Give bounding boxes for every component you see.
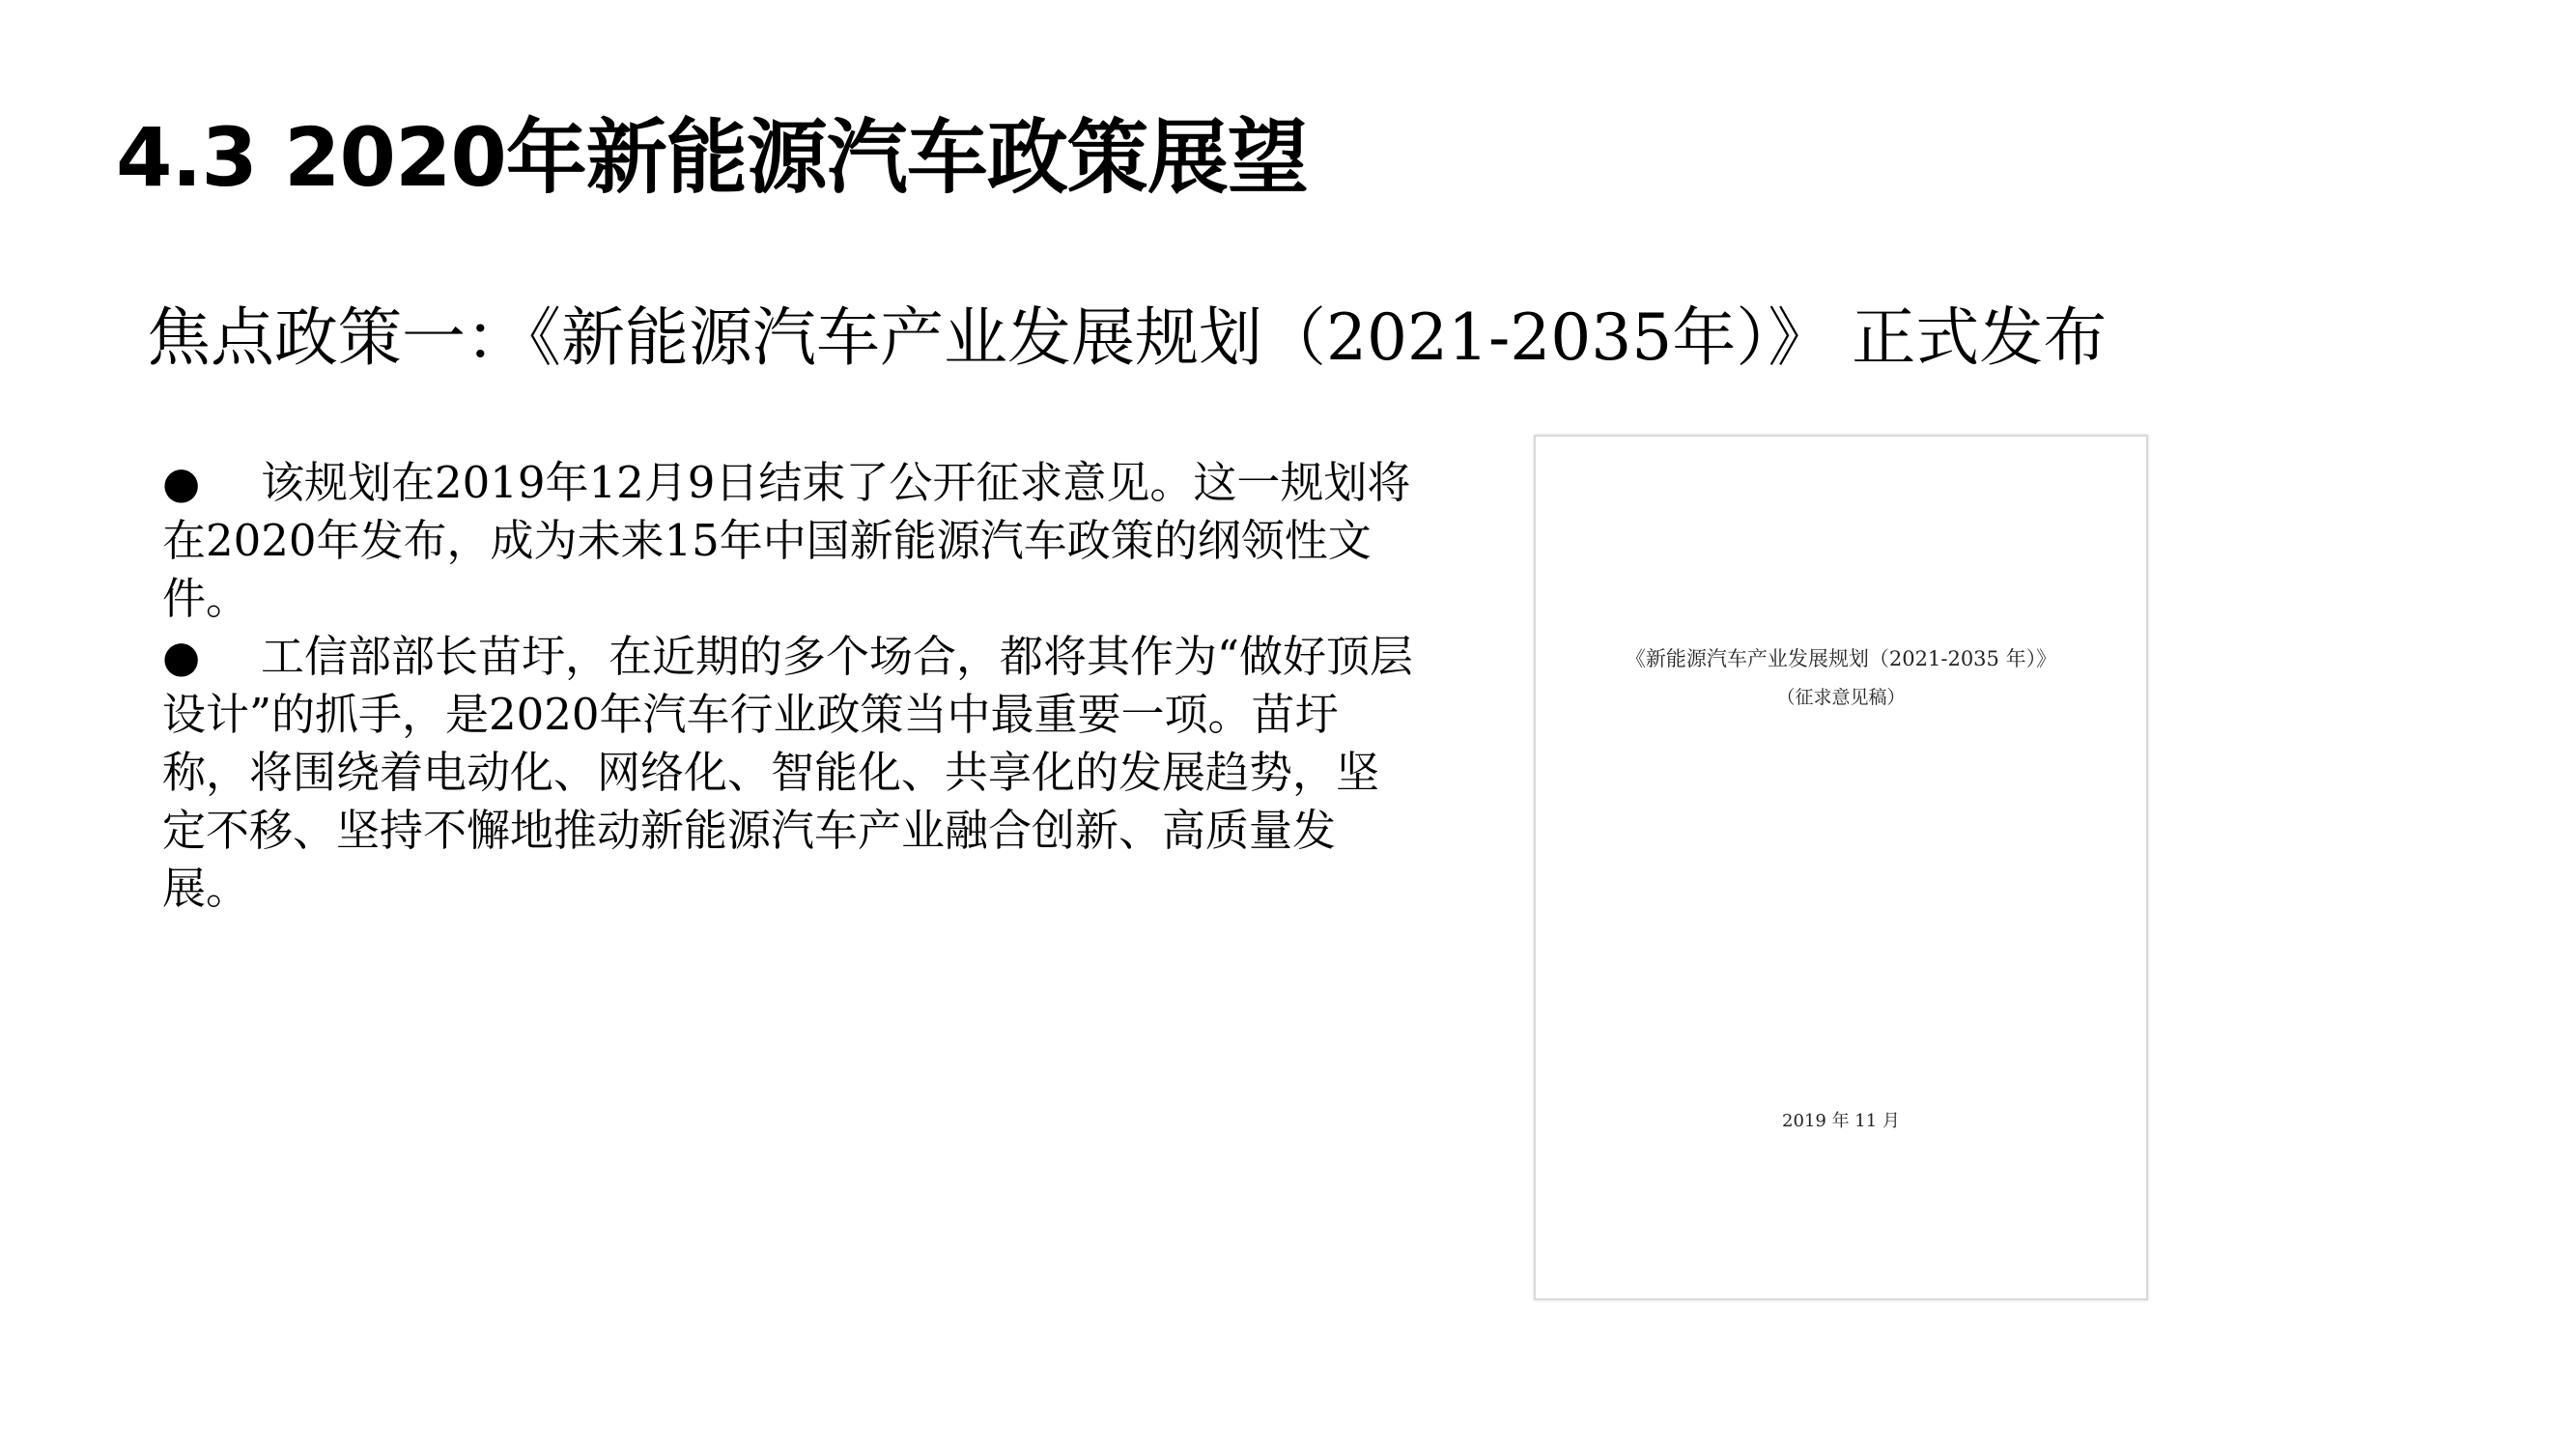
bullet-text-2: 工信部部长苗圩，在近期的多个场合，都将其作为“做好顶层设计”的抓手，是2020年汽车行业政策当中最重要一项。苗圩称，将围绕着电动化、网络化、智能化、共享化的发展趋势，坚定不移、坚持不懈地推动新能源汽车产业融合创新、高质量发展。 [162, 631, 1414, 914]
bullet-list [162, 454, 1418, 918]
focus-policy-heading: 焦点政策一：《新能源汽车产业发展规划（2021-2035年）》 正式发布 [147, 300, 2108, 375]
document-title: 《新能源汽车产业发展规划（2021-2035 年）》 [1625, 647, 2057, 670]
bullet-item-2 [162, 628, 1418, 918]
bullet-item-1 [162, 454, 1418, 628]
bullet-dot-icon: ● [162, 457, 201, 508]
bullet-dot-icon: ● [162, 631, 201, 682]
bullet-text-1: 该规划在2019年12月9日结束了公开征求意见。这一规划将在2020年发布，成为未来15年中国新能源汽车政策的纲领性文件。 [162, 457, 1411, 624]
document-cover-preview [1534, 435, 2148, 1300]
document-date: 2019 年 11 月 [1782, 1111, 1900, 1131]
page-title: 4.3 2020年新能源汽车政策展望 [116, 110, 1308, 205]
document-subtitle: （征求意见稿） [1776, 687, 1906, 708]
